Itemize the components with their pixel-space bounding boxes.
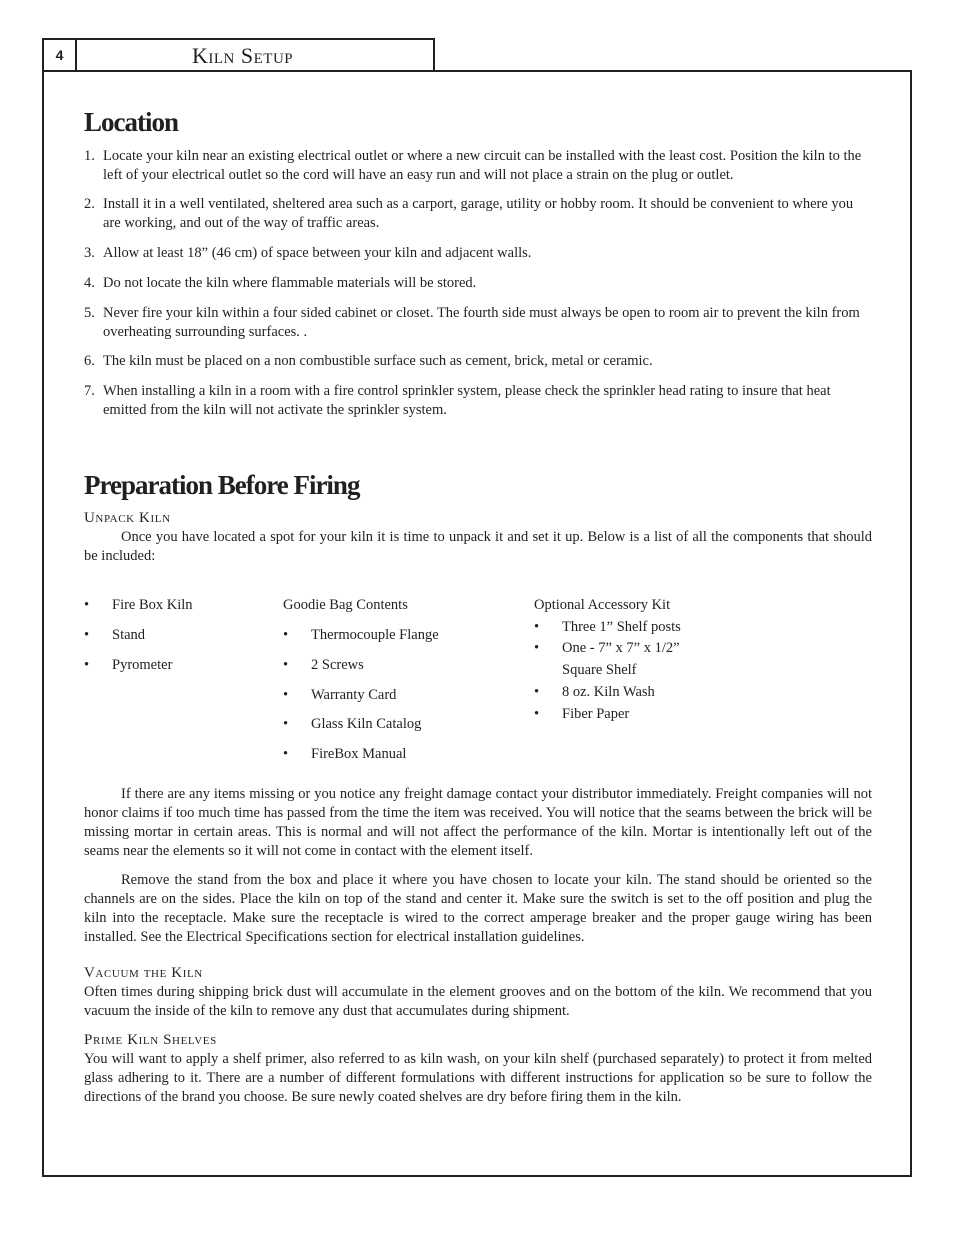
list-item (283, 715, 421, 734)
list-item-text: Three 1” Shelf posts (562, 619, 681, 635)
bullet: • (283, 627, 289, 643)
list-item (283, 745, 406, 764)
unpack-intro-paragraph: Once you have located a spot for your kiln it is time to unpack it and set it up. Below is a list of all the components that should be included: (84, 529, 872, 564)
bullet: • (283, 687, 289, 703)
unpack-kiln-heading: Unpack Kiln (84, 510, 171, 526)
item-number: 7. (84, 383, 95, 399)
item-text: Never fire your kiln within a four sided cabinet or closet. The fourth side must always be open to room air to prevent the kiln from overheating surrounding surfaces. . (103, 305, 860, 340)
list-item-text: 2 Screws (311, 657, 364, 673)
page-number: 4 (44, 40, 77, 70)
location-heading: Location (84, 107, 179, 137)
bullet: • (283, 657, 289, 673)
list-item (84, 596, 193, 615)
list-item-text: One - 7” x 7” x 1/2” (562, 640, 680, 656)
list-item (534, 618, 681, 637)
goodie-bag-heading: Goodie Bag Contents (283, 597, 408, 613)
stand-setup-paragraph: Remove the stand from the box and place it where you have chosen to locate your kiln. The stand should be oriented so the channels are on the sides. Place the kiln on top of the stand and center it. Make sure the switch is set to the off position and plug the kiln into the receptacle. Make sure the receptacle is wired to the correct amperage breaker and the proper gauge wiring has been installed. See the Electrical Specifications section for electrical installation guidelines. (84, 872, 872, 945)
vacuum-paragraph: Often times during shipping brick dust will accumulate in the element grooves and on the bottom of the kiln. We recommend that you vacuum the inside of the kiln to remove any dust that accumulates during shipment. (84, 984, 872, 1019)
list-item-text: Square Shelf (562, 662, 637, 678)
list-item (283, 626, 439, 645)
list-item (534, 705, 629, 724)
list-item (283, 686, 396, 705)
item-number: 6. (84, 353, 95, 369)
item-text: When installing a kiln in a room with a fire control sprinkler system, please check the sprinkler head rating to insure that heat emitted from the kiln will not activate the sprinkler system. (103, 383, 831, 418)
list-item (84, 656, 172, 675)
vacuum-kiln-heading: Vacuum the Kiln (84, 965, 203, 981)
item-number: 2. (84, 196, 95, 212)
list-item (534, 683, 655, 702)
bullet: • (534, 619, 540, 635)
item-text: Do not locate the kiln where flammable materials will be stored. (103, 275, 477, 291)
prime-shelves-heading: Prime Kiln Shelves (84, 1032, 217, 1048)
accessory-kit-heading: Optional Accessory Kit (534, 597, 671, 613)
list-item-text: Thermocouple Flange (311, 627, 439, 643)
item-number: 3. (84, 245, 95, 261)
list-item (84, 626, 145, 645)
location-item (84, 352, 870, 371)
location-item (84, 195, 870, 233)
list-item-text: FireBox Manual (311, 746, 407, 762)
list-item-text: Warranty Card (311, 687, 397, 703)
bullet: • (283, 746, 289, 762)
missing-items-paragraph: If there are any items missing or you notice any freight damage contact your distributor immediately. Freight companies will not honor claims if too much time has passed from the time the item was received. You will notice that the seams between the brick will be missing mortar in certain areas. This is normal and will not affect the performance of the kiln. Mortar is intentionally left out of the seams near the elements so it will not come in contact with the element itself. (84, 786, 872, 859)
list-item (534, 639, 680, 658)
bullet: • (84, 627, 90, 643)
location-item (84, 147, 870, 185)
list-item-text: Fiber Paper (562, 706, 630, 722)
list-item-text: Pyrometer (112, 657, 173, 673)
location-item (84, 304, 870, 342)
item-number: 5. (84, 305, 95, 321)
bullet: • (283, 716, 289, 732)
item-text: Allow at least 18” (46 cm) of space between your kiln and adjacent walls. (103, 245, 532, 261)
list-item-text: Stand (112, 627, 146, 643)
location-item (84, 244, 870, 263)
location-item (84, 382, 870, 420)
item-number: 1. (84, 148, 95, 164)
list-item-text: 8 oz. Kiln Wash (562, 684, 655, 700)
bullet: • (534, 640, 540, 656)
section-header-tab (42, 38, 435, 72)
section-title: Kiln Setup (192, 43, 294, 68)
list-item-continuation (534, 661, 637, 680)
location-item (84, 274, 870, 293)
preparation-heading: Preparation Before Firing (84, 470, 360, 500)
list-item-text: Glass Kiln Catalog (311, 716, 422, 732)
list-item-text: Fire Box Kiln (112, 597, 193, 613)
item-number: 4. (84, 275, 95, 291)
list-item (283, 656, 364, 675)
item-text: The kiln must be placed on a non combustible surface such as cement, brick, metal or ceramic. (103, 353, 653, 369)
item-text: Locate your kiln near an existing electrical outlet or where a new circuit can be installed with the least cost. Position the kiln to the left of your electrical outlet so the cord will have an easy run and will not place a strain on the plug or outlet. (103, 148, 862, 183)
bullet: • (534, 706, 540, 722)
item-text: Install it in a well ventilated, sheltered area such as a carport, garage, utility or hobby room. It should be convenient to where you are working, and out of the way of traffic areas. (103, 196, 854, 231)
bullet: • (84, 657, 90, 673)
bullet: • (84, 597, 90, 613)
prime-paragraph: You will want to apply a shelf primer, also referred to as kiln wash, on your kiln shelf (purchased separately) to protect it from melted glass adhering to it. There are a number of different formulations with different instructions for application so be sure to follow the directions of the brand you choose. Be sure newly coated shelves are dry before firing them in the kiln. (84, 1051, 872, 1105)
bullet: • (534, 684, 540, 700)
